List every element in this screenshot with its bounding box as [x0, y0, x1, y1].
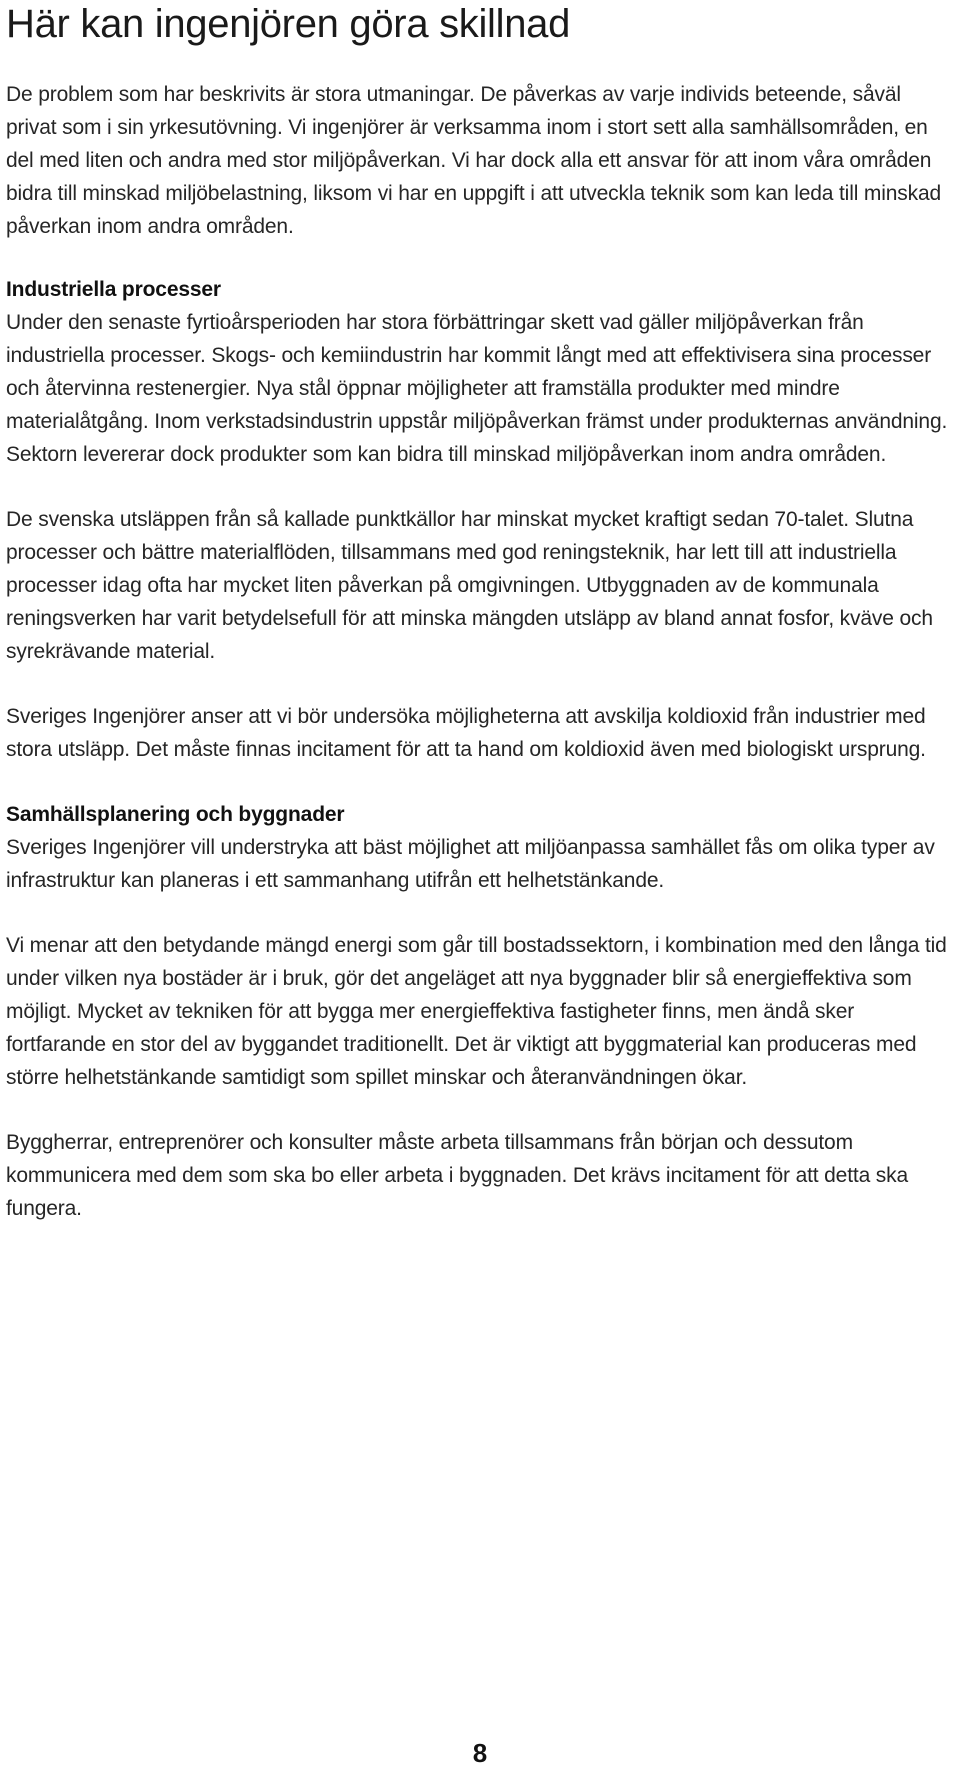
section-paragraph: Sveriges Ingenjörer anser att vi bör undersöka möjligheterna att avskilja koldioxid från industrier med stora utsläpp. Det måste finnas incitament för att ta hand om koldioxid även med biologiskt ursprung. — [6, 705, 926, 761]
section-samhallsplanering — [6, 798, 954, 1225]
section-paragraph: De svenska utsläppen från så kallade punktkällor har minskat mycket kraftigt sedan 70-talet. Slutna processer och bättre materialflöden, tillsammans med god reningsteknik, har lett till att industriella processer idag ofta har mycket liten påverkan på omgivningen. Utbyggnaden av de kommunala reningsverken har varit betydelsefull för att minska mängden utsläpp av bland annat fosfor, kväve och syrekrävande material. — [6, 508, 933, 663]
intro-paragraph — [6, 78, 954, 243]
section-heading: Samhällsplanering och byggnader — [6, 803, 345, 826]
document-page — [6, 0, 954, 1225]
section-paragraph: Under den senaste fyrtioårsperioden har stora förbättringar skett vad gäller miljöpåverkan från industriella processer. Skogs- och kemiindustrin har kommit långt med att effektivisera sina processer och återvinna restenergier. Nya stål öppnar möjligheter att framställa produkter med mindre materialåtgång. Inom verkstadsindustrin uppstår miljöpåverkan främst under produkternas användning. Sektorn levererar dock produkter som kan bidra till minskad miljöpåverkan inom andra områden. — [6, 311, 948, 466]
page-number: 8 — [472, 1738, 488, 1768]
section-paragraph: Vi menar att den betydande mängd energi som går till bostadssektorn, i kombination med den långa tid under vilken nya bostäder är i bruk, gör det angeläget att nya byggnader blir så energieffektiva som möjligt. Mycket av tekniken för att bygga mer energieffektiva fastigheter finns, men ändå sker fortfarande en stor del av byggandet traditionellt. Det är viktigt att byggmaterial kan produceras med större helhetstänkande samtidigt som spillet minskar och återanvändningen ökar. — [6, 934, 947, 1089]
section-paragraph: Byggherrar, entreprenörer och konsulter måste arbeta tillsammans från början och dessutom kommunicera med dem som ska bo eller arbeta i byggnaden. Det krävs incitament för att detta ska fungera. — [6, 1131, 909, 1220]
intro-text: De problem som har beskrivits är stora utmaningar. De påverkas av varje individs beteende, såväl privat som i sin yrkesutövning. Vi ingenjörer är verksamma inom i stort sett alla samhällsområden, en del med liten och andra med stor miljöpåverkan. Vi har dock alla ett ansvar för att inom våra områden bidra till minskad miljöbelastning, liksom vi har en uppgift i att utveckla teknik som kan leda till minskad påverkan inom andra områden. — [6, 83, 942, 238]
section-paragraph: Sveriges Ingenjörer vill understryka att bäst möjlighet att miljöanpassa samhället fås om olika typer av infrastruktur kan planeras i ett sammanhang utifrån ett helhetstänkande. — [6, 836, 935, 892]
section-heading: Industriella processer — [6, 278, 221, 301]
section-industriella-processer — [6, 273, 954, 766]
page-title: Här kan ingenjören göra skillnad — [6, 2, 571, 46]
